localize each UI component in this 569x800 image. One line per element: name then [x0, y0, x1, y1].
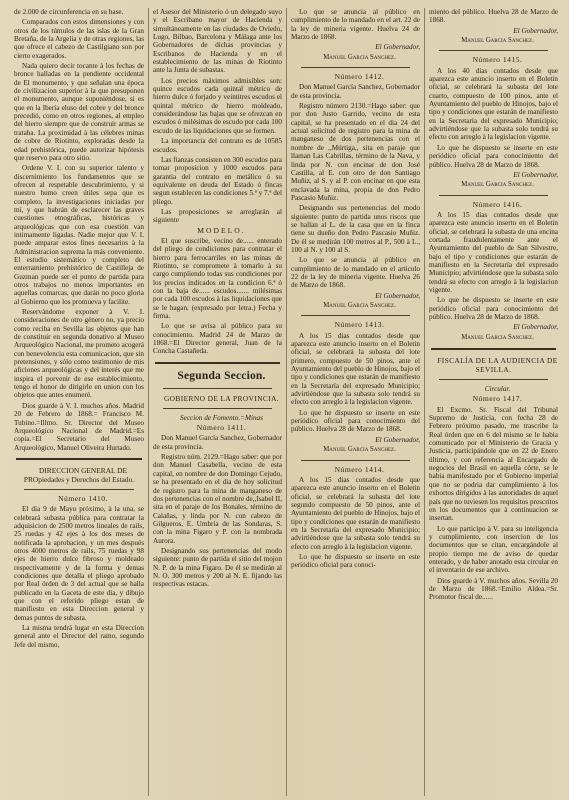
- paragraph: Dios guarde à V. muchos años. Sevilla 20 de Marzo de 1868.=Emilio Aldea.=Sr. Promotor fiscal de......: [429, 576, 558, 602]
- paragraph: de 2.000 de circunferencia en su base.: [14, 8, 124, 16]
- column-container: [10, 8, 563, 796]
- column-3: [286, 8, 424, 796]
- signature-title: El Gobernador,: [513, 170, 558, 179]
- circular-heading: Circular.: [484, 385, 511, 394]
- paragraph: Lo que he dispuesto se inserte en este periódico oficial para conoci-: [291, 552, 420, 570]
- notice-number: Número 1412.: [334, 72, 385, 82]
- short-rule: [301, 67, 410, 68]
- paragraph: El dia 9 de Mayo próximo, à la una, se celebrará subasta pública para contratar la adquisicion de 2500 metros lineales de rails, 25 ruedas y 42 ejes à los dos meses de notificada la aprobacion, y un mes después otros 4000 metros de rails, 75 ruedas y 98 ejes de hierro dulce fibroso y moldeado respectivamente y de la forma y demas condiciones que detalla el pliego aprobado por Real órden de 3 del actual que se halla publicado en la Gaceta de este dia, y dibujo que con el referido pliego estan de manifiesto en esta Direccion general y demas puntos de subasta.: [14, 505, 144, 622]
- fiscalia-heading: FISCALÍA DE LA AUDIENCIA DE SEVILLA.: [437, 356, 558, 375]
- short-rule: [24, 489, 134, 490]
- paragraph: Las fianzas consisten en 300 escudos para tomar proposicion y 1000 escudos para garantia del contrato en metálico ó su equivalente en deuda del Estado ó fincas segun establecen las condiciones 5.ª y 7.ª del pliego.: [153, 155, 282, 206]
- notice-number: Número 1414.: [334, 464, 385, 474]
- column-4: [424, 8, 562, 796]
- paragraph: El que suscribe, vecino de...... enterado del pliego de condiciones para contratar el hierro para ferrocarriles en las minas de Riotinto, se compromete à tomarlo à su cargo cumpliendo todas sus condiciones por los precios indicados en la condicion 6.ª ó con la baja de...... escudos....... milésimas por cada 100 escudos à las liquidaciones que se le hagan. (expresado por letra.) Fecha y firma.: [153, 236, 282, 321]
- notice-number: Número 1416.: [472, 199, 523, 209]
- paragraph: Reservándome exponer à V. I. consideraciones de otro género no, ya precio como reciba en Sevilla las objetos que han de constituir en segunda donativo al Museo Arqueológico Nacional, me prometo acogerá con benevolencia esta comunicacion, que sin pretensiones, y sólo como testimonio de mis aficiones arqueológicas y del interés que me inspira el porvenir de ese establecimiento, tengo el honor de dirigirle en union con los objetos que antes enumeré.: [14, 308, 144, 400]
- signature-title: El Gobernador,: [513, 26, 558, 35]
- signature-name: Manuel Garcia Sanchez.: [323, 302, 396, 309]
- paragraph: A los 15 dias contados desde que aparezca este anuncio inserto en el Boletin oficial, se celebrará la subasta del lote segundo compuesto de 50 pinos, ante el Ayuntamiento del pueblo de Hinojos, bajo el tipo y condiciones que estarán de manifiesto en la Secretaría del expresado Municipio; advirtiéndose que la subasta solo tendrá su efecto con arreglo à la legislacion vigente.: [291, 475, 420, 551]
- paragraph: Lo que se anuncia al público en cumplimiento de lo mandado en el art. 22 de la ley de mineria vigente. Huelva 24 de Marzo de 1868.: [291, 8, 420, 42]
- paragraph: La misma tendrá lugar en esta Direccion general ante el Director del ramo, segundo Jefe del mismo,: [14, 624, 144, 649]
- paragraph: A los 40 dias contados desde que aparezca este anuncio inserto en el Boletin oficial, se celebrará la subasta del lote cuarto, compuesto de 100 pinos, ante el Ayuntamiento del pueblo de Hinojos, bajo el tipo y condiciones que estarán de manifiesto en la Secretaría del expresado Municipio; advirtiéndose que la subasta solo tendrá su efecto con arreglo à la legislacion vigente.: [429, 66, 558, 142]
- short-rule: [439, 50, 548, 51]
- short-rule: [439, 195, 548, 196]
- column-2: [148, 8, 286, 796]
- paragraph: Designando sus pertenencias del modo siguiente: punto de partida unos riscos que se hallan al L. de la casa que en la finca tiene su dueño don Pedro Pascasio Muñiz. De él se medirán 100 metros al P., 500 à L., 100 al N. y 100 al S.: [291, 204, 420, 254]
- paragraph: El Excmo. Sr. Fiscal del Tribunal Supremo de Justicia, con fecha 28 de Febrero próximo pasado, me trascribe la Real órden que en 6 del mismo se le habia comunicado por el Ministerio de Gracia y Justicia, participándole que en 22 de Enero último, y con referencia al Encargado de negocios del Brasil en aquella córte, se le habia manifestado por el Gobierno imperial que no se podria dar cumplimiento à los exhortos dirigidos à las autoridades de aquel país que no tuviesen los requisitos prescritos en los documentos que à continuacion se insertan.: [429, 405, 558, 523]
- signature-name: Manuel Garcia Sanchez.: [323, 446, 396, 454]
- paragraph: Lo que he dispuesto se inserte en este periódico oficial para conocimiento del público. Huelva 28 de Marzo de 1868.: [429, 143, 558, 169]
- paragraph: Lo que se anuncia al público en cumplimiento de lo mandado en el articulo 22 de la ley de mineria vigente. Huelva 26 de Marzo de 1868.: [291, 256, 420, 290]
- paragraph: Don Manuel García Sanchez, Gobernador de esta provincia.: [153, 434, 282, 451]
- short-rule: [301, 460, 410, 461]
- short-rule: [301, 315, 410, 316]
- signature-name: Manuel Garcia Sanchez.: [461, 181, 534, 189]
- signature-name: Manuel Garcia Sanchez.: [323, 53, 396, 61]
- short-rule: [163, 388, 272, 389]
- signature-title: El Gobernador,: [513, 323, 558, 332]
- gobierno-heading: GOBIERNO DE LA PROVINCIA.: [163, 393, 280, 403]
- paragraph: Lo que he dispuesto se inserte en este periódico oficial para conocimiento del público. Huelva 28 de Marzo de 1868.: [291, 408, 420, 434]
- column-1: [10, 8, 148, 796]
- paragraph: Don Manuel García Sanchez, Gobernador de esta provincia.: [291, 83, 420, 100]
- paragraph: Ordene V. I. con su superior talento y discernimiento los fundamentos que se ofrecen al respetable descubrimiento, y si nuestro humo creen útiles sepa que es completo, la investigaciones iniciadas por mí, y que habrán de esclarecer las graves cuestiones etnográficas, históricas y arqueológicas que con esa cuestión van intimamente ligadas. Nadie mejor que V. I. puede amparar estos fines necesarios à la Administracion suprema la más conveniente. El estudio sistemático y completo del enterramiento prehistórico de Castilleja de Guzman puede ser el punto de partida para otros trabajos no menos importantes en aquellas comarcas, que darán no poco gloria al Gobierno que los promueva y facilite.: [14, 164, 144, 306]
- section-title: Segunda Seccion.: [177, 369, 266, 382]
- notice-number: Número 1413.: [334, 320, 385, 330]
- paragraph: La importancia del contrato es de 10585 escudos.: [153, 137, 282, 154]
- signature-name: Manuel Garcia Sanchez.: [461, 333, 534, 341]
- short-rule: [439, 379, 548, 380]
- paragraph: A los 15 dias contados desde que aparezca este anuncio inserto en el Boletin oficial, se celebrará la subasta de una encina cortada fraudulentamente ante el Ayuntamiento del pueblo de San Silvestre, bajo el tipo y condiciones que estarán de manifiesto en la Secretaría del expresado Municipio; advirtiéndose que la subasta solo tendrá su efecto con arreglo à la legislacion vigente.: [429, 210, 558, 294]
- paragraph: Lo que he dispuesto se inserte en este periódico oficial para conocimiento del público. Huelva 28 de Marzo de 1868.: [429, 296, 558, 321]
- paragraph: Registro número 2130.=Hago saber: que por don Justo Garrido, vecino de esta capital, se ha presentado en el dia 24 del actual solicitud de registro para la mina de manganeso de dos pertenencias con el nombre de ,,Múrtiga,, sita en paraje que llaman Las Cabrillas, término de la Nava, y linda por N. con encinar de don José Castilla, al E. con otro de don Santiago Muñiz, al S. y al P. con encinar en que esta enclavada la mina, propia de don Pedro Pascasio Muñiz.: [291, 102, 420, 202]
- signature-title: El Gobernador,: [375, 43, 420, 52]
- section-rule: [16, 458, 142, 460]
- paragraph: Lo que se avisa al público para su conocimiento. Madrid 24 de Marzo de 1868.=El Director general, Juan de la Concha Castañeda.: [153, 322, 282, 356]
- notice-number: Número 1417.: [472, 394, 523, 404]
- paragraph: Comparados con estos dimensiones y con otros de los túmulos de las islas de la Gran Bretaña, de la Argelia y de otras regiones, las que ofrece el cabezo de Castilgiano son por cierto exagerados.: [14, 18, 144, 60]
- paragraph: Registro núm. 2129.=Hago saber: que por don Manuel Casabella, vecino de esta capital, en nombre de don Domingo Cejudo, se ha presentado en el dia de hoy solicitud de registro para la mina de manganeso de dos pertenencias con el nombre de,,Isabel II, sita en el paraje de los Bonales, término de Calañas, y linda por N. con cabezo de Gilgueros, E. Umbría de las Sondaras, S. con la mina Figaro y P. con la nombrada Aurora.: [153, 453, 282, 545]
- direccion-heading: DIRECCION GENERAL DE PROpiedades y Derechos del Estado.: [23, 465, 135, 484]
- section-rule: [155, 362, 280, 364]
- paragraph: miento del público. Huelva 28 de Marzo de 1868.: [429, 8, 558, 25]
- paragraph: Designando sus pertenencias del modo siguiente: punto de partida el sitio del mojon N. P. de la mina Figaro. De él se medirán al N. O. 300 metros y 200 al N. E. fijando las respectivas estacas.: [153, 546, 282, 589]
- paragraph: Lo que participo à V. para su inteligencia y cumplimiento, con insercion de los documentos que se citan, encargándole al propio tiempo me de aviso de quedar enterado, y de haber anotado esta circular en el inventario de ese archivo.: [429, 524, 558, 575]
- notice-number: Número 1411.: [196, 423, 247, 433]
- short-rule: [163, 408, 272, 409]
- signature-name: Manuel Garcia Sanchez.: [461, 37, 534, 45]
- section-rule: [431, 348, 556, 350]
- notice-number: Número 1415.: [472, 55, 523, 65]
- signature-title: El Gobernador,: [375, 291, 420, 300]
- paragraph: A los 15 dias contados desde que aparezca este anuncio inserto en el Boletin oficial, se celebrará la subasta del lote primero, compuesto de 50 pinos, ante el Ayuntamiento del pueblo de Hinojos, bajo el tipo y condiciones que estarán de manifiesto en la Secretaría del expresado Municipio; advirtiéndose que la subasta solo tendrá su efecto con arreglo à la legislacion vigente.: [291, 331, 420, 407]
- paragraph: Las proposiciones se arreglarán al siguiente: [153, 207, 282, 225]
- paragraph: Los precios máximos admisibles son: quince escudos cada quintal métrico de hierro dulce ó forjado y veintitres escudos el quintal métrico de hierro moldeado, considerándose las bajas que se ofrezcan en escudos ó milésimas de escudo por cada 100 escudo de las liquidaciones que se formen.: [153, 76, 282, 135]
- fomento-heading: Seccion de Fomento.=Minas: [180, 413, 263, 422]
- paragraph: Dios guarde à V. I. muchos años. Madrid 20 de Febrero de 1868.= Francisco M. Tubino.=Illmo. Sr. Director del Museo Arqueológico Nacional de Madrid.=Es copia.=El Secretario del Museo Arqueológico, Manuel Oliveira Hurtado.: [14, 401, 144, 452]
- paragraph: el Asesor del Ministerio ó un delegado suyo y el Escribano mayor de Hacienda y simultáneamente en las ciudades de Oviedo, Lugo, Bilbao, Barcelona y Málaga ante los Gobernadores de dichas provincias y Escribanos de Hacienda y en el establecimiento de las minas de Riotinto ante la Junta de subastas.: [153, 8, 282, 75]
- signature-title: El Gobernador,: [375, 435, 420, 444]
- notice-number: Número 1410.: [58, 493, 108, 503]
- model-heading: MODELO.: [197, 225, 246, 235]
- paragraph: Nada quiero decir tocante à los fechas de bronce halladas en la pendiente occidental de El monumento, y que señalan una época de civilizacion superior à la que presuponen el monumento, aunque suponiéndose, si es que en la Iberia eluso del cobre y del bronce precedió, como en otros regiones, al empleo del hierro siempre que de construir armas se trataba. La proximidad à las célebres minas de cobre de Riotinto, exploradas desde la edad prehistórica, puede autorizar hipótesis que reservo para otro sitio.: [14, 62, 144, 162]
